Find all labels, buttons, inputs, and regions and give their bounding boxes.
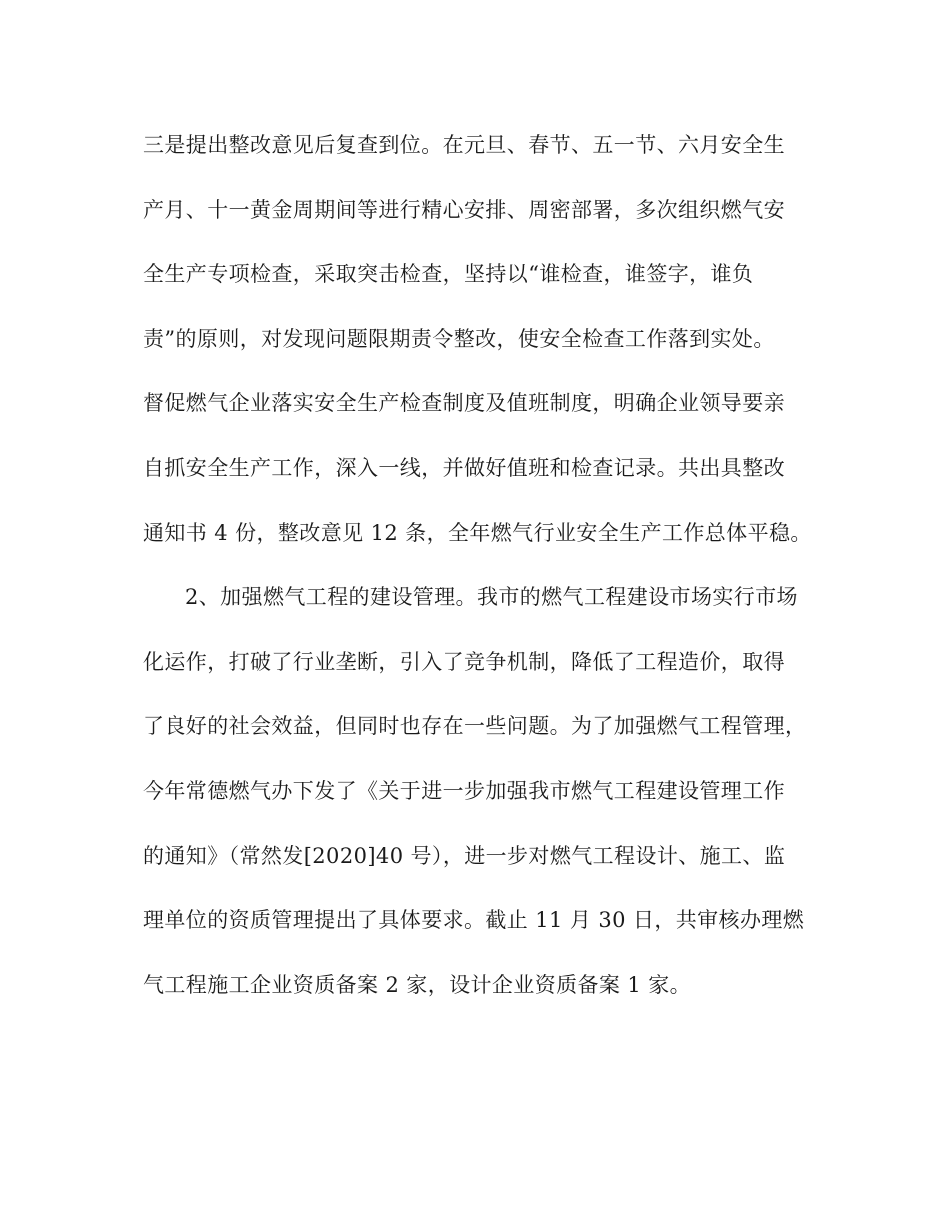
paragraph-line: 全生产专项检查，采取突击检查，坚持以“谁检查，谁签字，谁负 (143, 262, 754, 287)
paragraph-line: 了良好的社会效益，但同时也存在一些问题。为了加强燃气工程管理， (143, 714, 807, 739)
paragraph-line: 理单位的资质管理提出了具体要求。截止 11 月 30 日，共审核办理燃 (143, 908, 805, 933)
paragraph-line: 化运作，打破了行业垄断，引入了竞争机制，降低了工程造价，取得 (143, 649, 785, 674)
paragraph-line: 督促燃气企业落实安全生产检查制度及值班制度，明确企业领导要亲 (143, 391, 785, 416)
paragraph-line: 通知书 4 份，整改意见 12 条，全年燃气行业安全生产工作总体平稳。 (143, 520, 812, 545)
paragraph-line: 的通知》（常然发[2020]40 号），进一步对燃气工程设计、施工、监 (143, 843, 786, 868)
paragraph-line: 气工程施工企业资质备案 2 家，设计企业资质备案 1 家。 (143, 972, 692, 997)
paragraph-line: 今年常德燃气办下发了《关于进一步加强我市燃气工程建设管理工作 (143, 778, 785, 803)
document-body (143, 118, 823, 1022)
paragraph-line: 责”的原则，对发现问题限期责令整改，使安全检查工作落到实处。 (143, 326, 775, 351)
paragraph-line: 产月、十一黄金周期间等进行精心安排、周密部署，多次组织燃气安 (143, 197, 785, 222)
paragraph-line: 2、加强燃气工程的建设管理。我市的燃气工程建设市场实行市场 (185, 585, 798, 610)
paragraph-line: 自抓安全生产工作，深入一线，并做好值班和检查记录。共出具整改 (143, 455, 785, 480)
paragraph-line: 三是提出整改意见后复查到位。在元旦、春节、五一节、六月安全生 (143, 133, 785, 157)
